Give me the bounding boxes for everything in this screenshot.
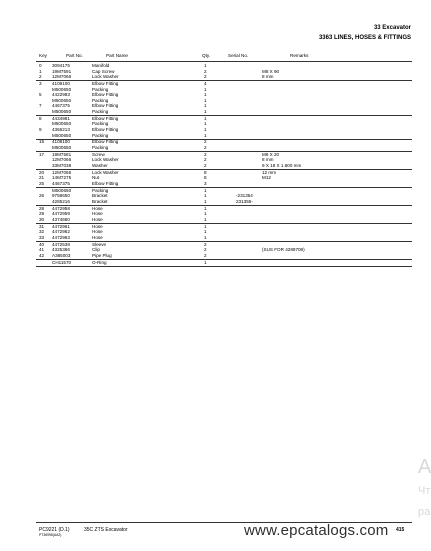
row-serial-number: -231354	[236, 193, 253, 199]
row-part-name: Elbow Fitting	[92, 115, 119, 121]
column-header-remarks: Remarks	[290, 53, 309, 58]
row-quantity: 1	[204, 217, 207, 222]
row-remarks: 12 mm	[262, 169, 277, 175]
row-part-number: 4108100	[52, 81, 70, 86]
row-part-number: 12M7066	[52, 74, 72, 80]
row-key: 25	[39, 181, 45, 186]
row-quantity: 1	[204, 259, 207, 265]
row-part-number: 4472538	[52, 241, 70, 247]
row-key: 1	[39, 68, 42, 74]
row-part-number: 4472958	[52, 205, 70, 211]
row-quantity: 8	[204, 175, 207, 181]
watermark-text: Чт	[418, 485, 431, 497]
row-part-name: Packing	[92, 187, 109, 193]
row-part-number: 14M7275	[52, 175, 72, 181]
row-quantity: 2	[204, 139, 207, 145]
row-part-number: M500650	[52, 145, 72, 150]
row-quantity: 1	[204, 86, 207, 92]
row-part-number: 4325366	[52, 247, 70, 253]
row-quantity: 1	[204, 97, 207, 103]
row-quantity: 2	[204, 241, 207, 247]
row-quantity: 1	[204, 132, 207, 138]
page-number: 415	[396, 527, 405, 533]
row-remarks: 8 mm	[262, 74, 274, 80]
row-part-number: 4472961	[52, 223, 70, 229]
row-key: 15	[39, 139, 45, 145]
row-quantity: 1	[204, 103, 207, 109]
row-part-name: Packing	[92, 132, 109, 138]
column-header-serial-no: Serial No.	[228, 53, 249, 58]
row-key: 7	[39, 103, 42, 109]
row-part-name: Packing	[92, 109, 109, 114]
row-remarks: 8 mm	[262, 157, 274, 163]
row-key: 29	[39, 211, 45, 217]
row-key: 40	[39, 241, 45, 247]
row-quantity: 1	[204, 63, 207, 68]
table-row	[0, 260, 431, 266]
row-key: 5	[39, 92, 42, 98]
row-key: 21	[39, 175, 45, 181]
row-quantity: 2	[204, 253, 207, 258]
row-quantity: 1	[204, 109, 207, 114]
row-part-name: Packing	[92, 121, 109, 127]
row-quantity: 3	[204, 181, 207, 186]
row-part-number: 4434981	[52, 115, 70, 121]
row-part-name: Manifold	[92, 63, 110, 68]
row-quantity: 1	[204, 115, 207, 121]
row-remarks: M12	[262, 175, 271, 181]
row-quantity: 1	[204, 223, 207, 229]
row-part-name: Packing	[92, 97, 109, 103]
row-part-name: O-Ring	[92, 259, 107, 265]
row-key: 30	[39, 217, 45, 222]
row-part-number: 4366213	[52, 127, 70, 132]
row-quantity: 1	[204, 211, 207, 217]
row-part-number: M500650	[52, 121, 72, 127]
section-title: 33 Excavator	[373, 25, 411, 31]
footer-title: 35C ZTS Excavator	[84, 527, 128, 533]
row-part-name: Elbow Fitting	[92, 103, 119, 109]
row-part-name: Hose	[92, 217, 103, 222]
row-quantity: 1	[204, 127, 207, 132]
row-quantity: 8	[204, 169, 207, 175]
row-quantity: 4	[204, 81, 207, 86]
row-quantity: 2	[204, 151, 207, 157]
row-remarks: 9 X 18 X 1.600 mm	[262, 163, 302, 168]
row-part-name: Packing	[92, 145, 109, 150]
row-quantity: 1	[204, 235, 207, 240]
row-part-number: M500650	[52, 132, 72, 138]
row-part-name: Bracket	[92, 199, 108, 204]
row-quantity: 1	[204, 187, 207, 193]
row-part-name: Cap Screw	[92, 68, 115, 74]
row-key: 0	[39, 63, 42, 68]
row-quantity: 2	[204, 163, 207, 168]
row-part-name: Hose	[92, 223, 103, 229]
row-part-number: 4285216	[52, 199, 70, 204]
row-part-number: 4422983	[52, 92, 70, 98]
row-part-name: Elbow Fitting	[92, 127, 119, 132]
row-part-name: Nut	[92, 175, 100, 181]
row-quantity: 2	[204, 247, 207, 253]
row-part-name: Clip	[92, 247, 100, 253]
row-key: 28	[39, 205, 45, 211]
row-part-number: M500650	[52, 109, 72, 114]
row-part-number: 12M7066	[52, 157, 72, 163]
row-part-number: M500650	[52, 86, 72, 92]
row-part-name: Pipe Plug	[92, 253, 112, 258]
column-header-part-name: Part Name	[106, 53, 128, 58]
row-key: 42	[39, 253, 45, 258]
row-part-number: 4472959	[52, 211, 70, 217]
row-part-name: Elbow Fitting	[92, 181, 119, 186]
column-header-qty: Qty.	[202, 53, 211, 58]
row-key: 8	[39, 115, 42, 121]
row-part-number: M500650	[52, 97, 72, 103]
row-part-number: 19M7591	[52, 68, 72, 74]
row-part-name: Elbow Fitting	[92, 81, 119, 86]
row-part-number: 3094175	[52, 63, 70, 68]
row-part-number: CH11570	[52, 259, 72, 265]
row-remarks: M8 X 90	[262, 68, 280, 74]
row-serial-number: 231355-	[236, 199, 253, 204]
row-key: 2	[39, 74, 42, 80]
row-part-name: Washer	[92, 163, 108, 168]
row-key: 31	[39, 223, 45, 229]
row-remarks: (SUS FOR 4289708)	[262, 247, 305, 253]
column-header-key: Key	[39, 53, 47, 58]
row-part-name: Hose	[92, 205, 103, 211]
row-quantity: 1	[204, 92, 207, 98]
row-part-number: 4374660	[52, 217, 70, 222]
row-part-number: 4467375	[52, 181, 70, 186]
row-quantity: 2	[204, 145, 207, 150]
row-part-number: 4472962	[52, 229, 70, 235]
row-quantity: 1	[204, 229, 207, 235]
row-key: 9	[39, 127, 42, 132]
row-part-name: Packing	[92, 86, 109, 92]
row-part-number: A385003	[52, 253, 71, 258]
row-key: 20	[39, 169, 45, 175]
row-part-name: Bracket	[92, 193, 108, 199]
row-part-name: Hose	[92, 229, 103, 235]
row-key: 3	[39, 81, 42, 86]
row-part-name: Elbow Fitting	[92, 92, 119, 98]
table-end-divider	[36, 266, 412, 267]
row-quantity: 1	[204, 193, 207, 199]
watermark-text: ра	[418, 506, 431, 518]
row-part-number: 4108100	[52, 139, 70, 145]
row-key: 33	[39, 235, 45, 240]
row-key: 17	[39, 151, 45, 157]
row-quantity: 2	[204, 74, 207, 80]
row-quantity: 2	[204, 157, 207, 163]
footer-model-number: PC9221 (D.1)	[39, 527, 70, 533]
row-part-number: 12M7066	[52, 169, 72, 175]
row-part-name: Elbow Fitting	[92, 139, 119, 145]
website-watermark: www.epcatalogs.com	[244, 522, 389, 539]
row-quantity: 2	[204, 68, 207, 74]
header-divider	[36, 61, 412, 62]
group-title: 3363 LINES, HOSES & FITTINGS	[318, 35, 411, 41]
row-part-number: 19M7581	[52, 151, 72, 157]
column-header-part-no: Part No.	[66, 53, 83, 58]
row-part-name: Lock Washer	[92, 169, 119, 175]
row-quantity: 1	[204, 205, 207, 211]
watermark-text: А	[418, 456, 431, 478]
row-part-name: Screw	[92, 151, 105, 157]
row-part-number: M500650	[52, 187, 72, 193]
row-part-name: Hose	[92, 235, 103, 240]
row-part-name: Lock Washer	[92, 157, 119, 163]
row-part-name: Lock Washer	[92, 74, 119, 80]
row-part-number: 4472963	[52, 235, 70, 240]
row-remarks: M8 X 20	[262, 151, 280, 157]
row-part-number: 33M7038	[52, 163, 72, 168]
row-part-name: Sleeve	[92, 241, 107, 247]
row-part-number: 4467375	[52, 103, 70, 109]
row-part-name: Hose	[92, 211, 103, 217]
footer-code: PT36998(AA2)	[39, 533, 62, 537]
row-quantity: 1	[204, 199, 207, 204]
row-key: 41	[39, 247, 45, 253]
row-part-number: 9758650	[52, 193, 70, 199]
row-key: 32	[39, 229, 45, 235]
row-key: 26	[39, 193, 45, 199]
row-quantity: 1	[204, 121, 207, 127]
